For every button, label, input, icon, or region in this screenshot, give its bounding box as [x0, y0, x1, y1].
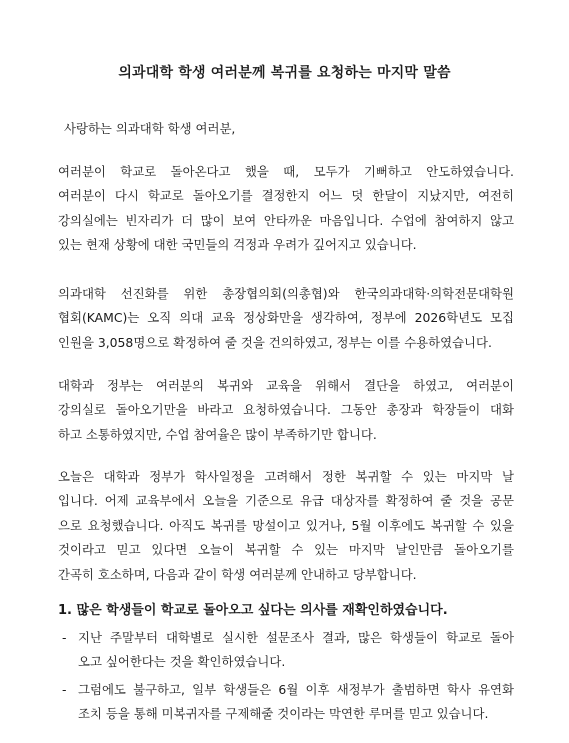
bullet-dash: - — [62, 630, 67, 645]
paragraph-line: 강의실로 돌아오기만을 바라고 요청하였습니다. 그동안 총장과 학장들이 대화 — [58, 402, 514, 418]
paragraph-line: 여러분이 학교로 돌아온다고 했을 때, 모두가 기뻐하고 안도하였습니다. — [58, 164, 514, 179]
paragraph-line: 입니다. 어제 교육부에서 오늘을 기준으로 유급 대상자를 확정하여 줄 것을 공문 — [58, 493, 514, 509]
bullet-item-2 — [62, 678, 514, 727]
paragraph-line: 협회(KAMC)는 오직 의대 교육 정상화만을 생각하여, 정부에 2026학년도 모집 — [58, 310, 514, 326]
paragraph-line: 하고 소통하였지만, 수업 참여율은 많이 부족하기만 합니다. — [58, 426, 377, 442]
paragraph-3 — [58, 374, 514, 447]
bullet-text — [62, 678, 514, 727]
bullet-line: 지난 주말부터 대학별로 실시한 설문조사 결과, 많은 학생들이 학교로 돌아 — [78, 630, 514, 645]
paragraph-4 — [58, 465, 514, 587]
bullet-line: 조치 등을 통해 미복귀자를 구제해줄 것이라는 막연한 루머를 믿고 있습니다. — [78, 706, 489, 722]
bullet-item-1 — [62, 626, 514, 675]
salutation: 사랑하는 의과대학 학생 여러분, — [64, 121, 236, 136]
paragraph-line: 으로 요청했습니다. 아직도 복귀를 망설이고 있거나, 5월 이후에도 복귀할 수 있을 — [58, 517, 514, 533]
document-title: 의과대학 학생 여러분께 복귀를 요청하는 마지막 말씀 — [118, 65, 451, 81]
bullet-dash: - — [62, 682, 67, 697]
paragraph-line: 인원을 3,058명으로 확정하여 줄 것을 건의하였고, 정부는 이를 수용하였습니다. — [58, 334, 492, 350]
bullet-line: 오고 싶어한다는 것을 확인하였습니다. — [78, 654, 286, 670]
paragraph-line: 여러분이 다시 학교로 돌아오기를 결정한지 어느 덧 한달이 지났지만, 여전히 — [58, 188, 514, 204]
paragraph-line: 있는 현재 상황에 대한 국민들의 걱정과 우려가 깊어지고 있습니다. — [58, 237, 417, 253]
paragraph-1 — [58, 160, 514, 258]
paragraph-line: 강의실에는 빈자리가 더 많이 보여 안타까운 마음입니다. 수업에 참여하지 않고 — [58, 212, 514, 228]
paragraph-line: 의과대학 선진화를 위한 총장협의회(의총협)와 한국의과대학·의학전문대학원 — [58, 286, 514, 301]
bullet-line: 그럼에도 불구하고, 일부 학생들은 6월 이후 새정부가 출범하면 학사 유연화 — [78, 682, 514, 697]
paragraph-line: 간곡히 호소하며, 다음과 같이 학생 여러분께 안내하고 당부합니다. — [58, 566, 417, 582]
section-heading: 1. 많은 학생들이 학교로 돌아오고 싶다는 의사를 재확인하였습니다. — [58, 603, 448, 618]
bullet-text — [62, 626, 514, 675]
paragraph-2 — [58, 282, 514, 355]
paragraph-line: 오늘은 대학과 정부가 학사일정을 고려해서 정한 복귀할 수 있는 마지막 날 — [58, 469, 514, 484]
paragraph-line: 대학과 정부는 여러분의 복귀와 교육을 위해서 결단을 하였고, 여러분이 — [58, 378, 514, 393]
paragraph-line: 것이라고 믿고 있다면 오늘이 복귀할 수 있는 마지막 날인만큼 돌아오기를 — [58, 542, 514, 558]
